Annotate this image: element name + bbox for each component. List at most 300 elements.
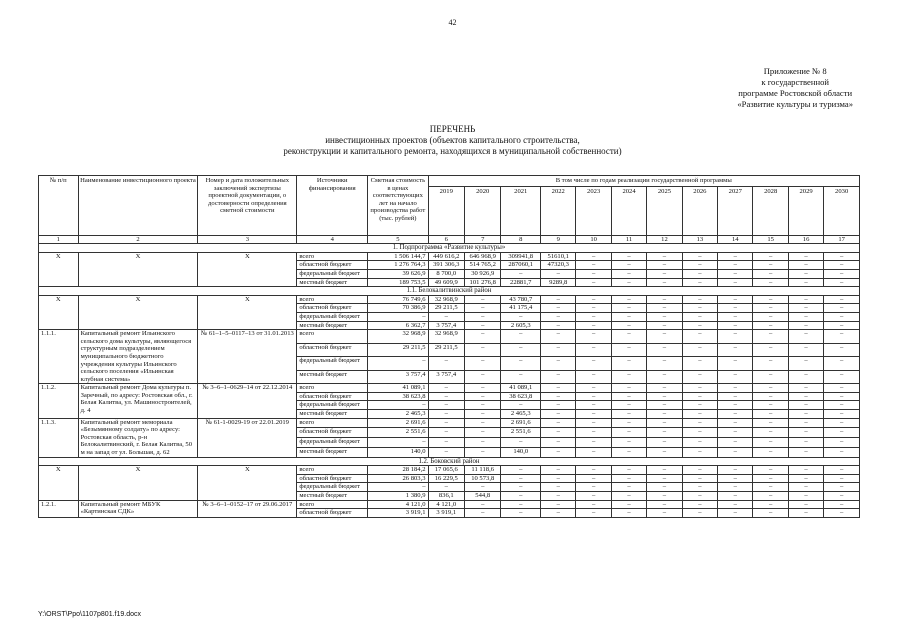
value-cell: – bbox=[647, 500, 682, 509]
funding-source: всего bbox=[297, 466, 368, 475]
value-cell: – bbox=[428, 438, 464, 448]
value-cell: 49 609,9 bbox=[428, 278, 464, 287]
value-cell: – bbox=[465, 428, 501, 438]
value-cell: – bbox=[428, 483, 464, 492]
value-cell: – bbox=[824, 447, 860, 457]
value-cell: – bbox=[611, 261, 646, 270]
value-cell: – bbox=[465, 509, 501, 518]
value-cell: – bbox=[788, 321, 823, 330]
header-year: 2027 bbox=[718, 186, 753, 235]
value-cell: – bbox=[465, 392, 501, 401]
value-cell: – bbox=[824, 252, 860, 261]
value-cell: – bbox=[501, 401, 541, 410]
value-cell: – bbox=[501, 500, 541, 509]
value-cell: – bbox=[753, 330, 788, 344]
value-cell: – bbox=[647, 509, 682, 518]
column-number: 8 bbox=[501, 235, 541, 244]
header-year: 2029 bbox=[788, 186, 823, 235]
value-cell: – bbox=[576, 278, 611, 287]
value-cell: 4 121,0 bbox=[368, 500, 428, 509]
value-cell: 11 118,6 bbox=[465, 466, 501, 475]
value-cell: – bbox=[682, 343, 717, 357]
value-cell: – bbox=[647, 269, 682, 278]
value-cell: – bbox=[753, 252, 788, 261]
column-number: 14 bbox=[718, 235, 753, 244]
value-cell: – bbox=[788, 304, 823, 313]
appendix-line: программе Ростовской области bbox=[738, 88, 853, 98]
value-cell: – bbox=[501, 330, 541, 344]
value-cell: 2 691,6 bbox=[368, 418, 428, 428]
value-cell: – bbox=[647, 321, 682, 330]
value-cell: – bbox=[682, 321, 717, 330]
value-cell: – bbox=[465, 357, 501, 371]
value-cell: – bbox=[428, 392, 464, 401]
value-cell: 140,0 bbox=[501, 447, 541, 457]
value-cell: – bbox=[824, 330, 860, 344]
value-cell: – bbox=[428, 410, 464, 419]
header-cost: Сметная стоимость в ценах соответствующих лет на начало производства работ (тыс. рублей) bbox=[368, 176, 428, 236]
expertise-info: Х bbox=[198, 295, 297, 329]
funding-source: федеральный бюджет bbox=[297, 312, 368, 321]
header-year: 2022 bbox=[541, 186, 576, 235]
expertise-info: Х bbox=[198, 252, 297, 286]
value-cell: – bbox=[753, 261, 788, 270]
value-cell: – bbox=[753, 500, 788, 509]
funding-source: федеральный бюджет bbox=[297, 357, 368, 371]
value-cell: – bbox=[682, 428, 717, 438]
funding-source: областной бюджет bbox=[297, 392, 368, 401]
title-line: ПЕРЕЧЕНЬ bbox=[429, 124, 476, 134]
value-cell: – bbox=[788, 428, 823, 438]
value-cell: – bbox=[753, 509, 788, 518]
value-cell: – bbox=[465, 500, 501, 509]
value-cell: – bbox=[647, 370, 682, 384]
funding-source: областной бюджет bbox=[297, 474, 368, 483]
project-name: Капитальный ремонт Дома культуры п. Заречный, по адресу: Ростовская обл., г. Белая Калитва, ул. Машиностроителей, д. 4 bbox=[78, 384, 198, 418]
value-cell: – bbox=[576, 392, 611, 401]
value-cell: 51610,1 bbox=[541, 252, 576, 261]
value-cell: – bbox=[682, 357, 717, 371]
funding-source: местный бюджет bbox=[297, 492, 368, 501]
value-cell: – bbox=[647, 312, 682, 321]
value-cell: 47320,3 bbox=[541, 261, 576, 270]
funding-source: всего bbox=[297, 330, 368, 344]
header-year: 2023 bbox=[576, 186, 611, 235]
value-cell: – bbox=[576, 295, 611, 304]
column-number: 6 bbox=[428, 235, 464, 244]
value-cell: – bbox=[824, 466, 860, 475]
value-cell: – bbox=[788, 500, 823, 509]
value-cell: – bbox=[576, 500, 611, 509]
project-name: Капитальный ремонт МБУК «Картинская СДК» bbox=[78, 500, 198, 517]
value-cell: – bbox=[501, 343, 541, 357]
value-cell: – bbox=[753, 321, 788, 330]
value-cell: – bbox=[611, 392, 646, 401]
value-cell: – bbox=[541, 509, 576, 518]
value-cell: – bbox=[611, 410, 646, 419]
funding-source: местный бюджет bbox=[297, 370, 368, 384]
investment-table bbox=[38, 175, 860, 518]
value-cell: – bbox=[501, 438, 541, 448]
value-cell: – bbox=[788, 312, 823, 321]
value-cell: – bbox=[611, 252, 646, 261]
value-cell: – bbox=[788, 343, 823, 357]
column-number: 9 bbox=[541, 235, 576, 244]
value-cell: – bbox=[428, 312, 464, 321]
table-row bbox=[39, 295, 860, 304]
value-cell: 544,8 bbox=[465, 492, 501, 501]
value-cell: – bbox=[824, 438, 860, 448]
value-cell: 16 229,5 bbox=[428, 474, 464, 483]
value-cell: – bbox=[788, 330, 823, 344]
value-cell: – bbox=[824, 410, 860, 419]
value-cell: – bbox=[824, 492, 860, 501]
value-cell: 32 968,9 bbox=[428, 330, 464, 344]
value-cell: – bbox=[753, 410, 788, 419]
value-cell: – bbox=[753, 401, 788, 410]
value-cell: – bbox=[611, 492, 646, 501]
value-cell: – bbox=[788, 438, 823, 448]
value-cell: – bbox=[576, 321, 611, 330]
value-cell: – bbox=[682, 392, 717, 401]
appendix-block bbox=[737, 66, 853, 110]
value-cell: 6 362,7 bbox=[368, 321, 428, 330]
value-cell: – bbox=[682, 261, 717, 270]
value-cell: – bbox=[718, 343, 753, 357]
project-name: Капитальный ремонт Ильинского сельского дома культуры, являющегося структурным подразделением муниципального бюджетного учреждения культуры Ильинского сельского поселения «Ильинская клубная система» bbox=[78, 330, 198, 384]
value-cell: – bbox=[576, 509, 611, 518]
column-number-row bbox=[39, 235, 860, 244]
value-cell: – bbox=[788, 370, 823, 384]
section-title: 1. Подпрограмма «Развитие культуры» bbox=[39, 244, 860, 253]
value-cell: – bbox=[647, 384, 682, 393]
funding-source: областной бюджет bbox=[297, 304, 368, 313]
value-cell: 101 276,8 bbox=[465, 278, 501, 287]
value-cell: – bbox=[788, 418, 823, 428]
value-cell: – bbox=[465, 483, 501, 492]
header-year: 2019 bbox=[428, 186, 464, 235]
value-cell: – bbox=[576, 410, 611, 419]
expertise-info: Х bbox=[198, 466, 297, 500]
value-cell: – bbox=[647, 466, 682, 475]
value-cell: 26 803,3 bbox=[368, 474, 428, 483]
value-cell: – bbox=[576, 343, 611, 357]
funding-source: всего bbox=[297, 252, 368, 261]
value-cell: – bbox=[824, 343, 860, 357]
value-cell: – bbox=[824, 304, 860, 313]
value-cell: – bbox=[647, 252, 682, 261]
value-cell: – bbox=[718, 321, 753, 330]
value-cell: – bbox=[718, 418, 753, 428]
value-cell: – bbox=[428, 447, 464, 457]
column-number: 3 bbox=[198, 235, 297, 244]
value-cell: 43 780,7 bbox=[501, 295, 541, 304]
value-cell: 836,1 bbox=[428, 492, 464, 501]
value-cell: – bbox=[611, 330, 646, 344]
value-cell: – bbox=[824, 357, 860, 371]
value-cell: – bbox=[824, 509, 860, 518]
value-cell: – bbox=[576, 304, 611, 313]
value-cell: – bbox=[611, 474, 646, 483]
value-cell: – bbox=[368, 401, 428, 410]
value-cell: – bbox=[576, 466, 611, 475]
value-cell: – bbox=[718, 474, 753, 483]
column-number: 17 bbox=[824, 235, 860, 244]
value-cell: – bbox=[718, 492, 753, 501]
funding-source: федеральный бюджет bbox=[297, 438, 368, 448]
value-cell: – bbox=[647, 474, 682, 483]
value-cell: – bbox=[682, 410, 717, 419]
funding-source: всего bbox=[297, 500, 368, 509]
value-cell: – bbox=[611, 304, 646, 313]
value-cell: – bbox=[576, 269, 611, 278]
value-cell: – bbox=[541, 384, 576, 393]
value-cell: – bbox=[611, 357, 646, 371]
value-cell: – bbox=[682, 500, 717, 509]
value-cell: 2 465,3 bbox=[368, 410, 428, 419]
value-cell: – bbox=[682, 466, 717, 475]
value-cell: 29 211,5 bbox=[368, 343, 428, 357]
value-cell: – bbox=[541, 466, 576, 475]
value-cell: – bbox=[824, 384, 860, 393]
value-cell: – bbox=[611, 500, 646, 509]
appendix-line: «Развитие культуры и туризма» bbox=[737, 99, 853, 109]
value-cell: – bbox=[824, 312, 860, 321]
section-row bbox=[39, 287, 860, 296]
value-cell: – bbox=[611, 269, 646, 278]
value-cell: 4 121,0 bbox=[428, 500, 464, 509]
value-cell: – bbox=[788, 252, 823, 261]
value-cell: 391 306,3 bbox=[428, 261, 464, 270]
value-cell: 22881,7 bbox=[501, 278, 541, 287]
value-cell: – bbox=[428, 428, 464, 438]
value-cell: – bbox=[541, 330, 576, 344]
value-cell: 32 968,9 bbox=[368, 330, 428, 344]
title-line: инвестиционных проектов (объектов капитального строительства, bbox=[325, 135, 580, 145]
value-cell: – bbox=[824, 261, 860, 270]
value-cell: – bbox=[718, 401, 753, 410]
value-cell: 3 757,4 bbox=[428, 370, 464, 384]
header-num: № п/п bbox=[39, 176, 79, 236]
value-cell: – bbox=[647, 418, 682, 428]
value-cell: 189 753,5 bbox=[368, 278, 428, 287]
value-cell: 3 757,4 bbox=[368, 370, 428, 384]
value-cell: – bbox=[753, 428, 788, 438]
value-cell: – bbox=[682, 509, 717, 518]
value-cell: – bbox=[576, 370, 611, 384]
column-number: 11 bbox=[611, 235, 646, 244]
value-cell: – bbox=[718, 509, 753, 518]
column-number: 12 bbox=[647, 235, 682, 244]
funding-source: местный бюджет bbox=[297, 447, 368, 457]
value-cell: – bbox=[788, 269, 823, 278]
value-cell: 1 276 764,3 bbox=[368, 261, 428, 270]
project-name: Х bbox=[78, 295, 198, 329]
value-cell: – bbox=[576, 401, 611, 410]
value-cell: 140,0 bbox=[368, 447, 428, 457]
header-expertise: Номер и дата положительных заключений экспертизы проектной документации, о достоверности определения сметной стоимости bbox=[198, 176, 297, 236]
table-row bbox=[39, 500, 860, 509]
value-cell: – bbox=[718, 357, 753, 371]
value-cell: 76 749,6 bbox=[368, 295, 428, 304]
value-cell: 646 968,9 bbox=[465, 252, 501, 261]
value-cell: – bbox=[824, 295, 860, 304]
value-cell: – bbox=[576, 357, 611, 371]
value-cell: – bbox=[465, 312, 501, 321]
value-cell: – bbox=[682, 278, 717, 287]
value-cell: – bbox=[501, 492, 541, 501]
value-cell: – bbox=[682, 370, 717, 384]
value-cell: – bbox=[465, 410, 501, 419]
project-number: Х bbox=[39, 466, 79, 500]
table-row bbox=[39, 384, 860, 393]
value-cell: – bbox=[718, 447, 753, 457]
value-cell: – bbox=[465, 304, 501, 313]
value-cell: – bbox=[611, 418, 646, 428]
value-cell: – bbox=[611, 384, 646, 393]
value-cell: – bbox=[541, 357, 576, 371]
value-cell: – bbox=[541, 269, 576, 278]
value-cell: – bbox=[753, 447, 788, 457]
value-cell: – bbox=[465, 438, 501, 448]
value-cell: – bbox=[647, 447, 682, 457]
expertise-info: № 61-1-0029-19 от 22.01.2019 bbox=[198, 418, 297, 457]
project-number: 1.1.2. bbox=[39, 384, 79, 418]
column-number: 16 bbox=[788, 235, 823, 244]
header-year: 2030 bbox=[824, 186, 860, 235]
value-cell: – bbox=[541, 321, 576, 330]
value-cell: – bbox=[824, 418, 860, 428]
value-cell: – bbox=[682, 401, 717, 410]
value-cell: – bbox=[647, 278, 682, 287]
value-cell: 3 919,1 bbox=[428, 509, 464, 518]
value-cell: – bbox=[718, 269, 753, 278]
value-cell: – bbox=[501, 269, 541, 278]
value-cell: – bbox=[753, 295, 788, 304]
expertise-info: № 61–1–5–0117–13 от 31.01.2013 bbox=[198, 330, 297, 384]
value-cell: – bbox=[753, 269, 788, 278]
value-cell: – bbox=[753, 312, 788, 321]
value-cell: – bbox=[824, 321, 860, 330]
value-cell: – bbox=[541, 500, 576, 509]
value-cell: – bbox=[541, 370, 576, 384]
value-cell: 41 175,4 bbox=[501, 304, 541, 313]
value-cell: – bbox=[718, 483, 753, 492]
value-cell: – bbox=[611, 438, 646, 448]
value-cell: – bbox=[718, 295, 753, 304]
column-number: 5 bbox=[368, 235, 428, 244]
value-cell: 41 089,1 bbox=[368, 384, 428, 393]
funding-source: всего bbox=[297, 384, 368, 393]
value-cell: – bbox=[611, 295, 646, 304]
value-cell: – bbox=[465, 447, 501, 457]
section-row bbox=[39, 244, 860, 253]
value-cell: – bbox=[788, 401, 823, 410]
value-cell: – bbox=[501, 483, 541, 492]
funding-source: областной бюджет bbox=[297, 428, 368, 438]
value-cell: – bbox=[682, 304, 717, 313]
value-cell: – bbox=[428, 357, 464, 371]
value-cell: – bbox=[682, 418, 717, 428]
project-number: 1.2.1. bbox=[39, 500, 79, 517]
value-cell: – bbox=[576, 447, 611, 457]
column-number: 15 bbox=[753, 235, 788, 244]
value-cell: – bbox=[718, 466, 753, 475]
value-cell: – bbox=[647, 483, 682, 492]
value-cell: – bbox=[611, 370, 646, 384]
value-cell: – bbox=[753, 343, 788, 357]
value-cell: – bbox=[682, 252, 717, 261]
value-cell: – bbox=[368, 312, 428, 321]
value-cell: – bbox=[576, 312, 611, 321]
section-title: 1.1. Белокалитвинский район bbox=[39, 287, 860, 296]
value-cell: 28 184,2 bbox=[368, 466, 428, 475]
value-cell: – bbox=[788, 509, 823, 518]
value-cell: – bbox=[788, 295, 823, 304]
value-cell: – bbox=[718, 304, 753, 313]
funding-source: федеральный бюджет bbox=[297, 269, 368, 278]
value-cell: – bbox=[718, 278, 753, 287]
value-cell: – bbox=[753, 370, 788, 384]
expertise-info: № 3–6–1–0629–14 от 22.12.2014 bbox=[198, 384, 297, 418]
value-cell: – bbox=[682, 474, 717, 483]
funding-source: местный бюджет bbox=[297, 321, 368, 330]
value-cell: – bbox=[541, 492, 576, 501]
value-cell: – bbox=[753, 466, 788, 475]
value-cell: – bbox=[788, 392, 823, 401]
value-cell: 70 386,9 bbox=[368, 304, 428, 313]
project-name: Х bbox=[78, 466, 198, 500]
value-cell: – bbox=[465, 418, 501, 428]
value-cell: 10 573,8 bbox=[465, 474, 501, 483]
value-cell: – bbox=[576, 330, 611, 344]
value-cell: – bbox=[682, 492, 717, 501]
value-cell: – bbox=[682, 384, 717, 393]
value-cell: – bbox=[682, 447, 717, 457]
value-cell: – bbox=[718, 312, 753, 321]
value-cell: – bbox=[541, 304, 576, 313]
investment-table-container bbox=[38, 175, 860, 603]
header-year: 2020 bbox=[465, 186, 501, 235]
table-row bbox=[39, 418, 860, 428]
value-cell: – bbox=[718, 410, 753, 419]
table-row bbox=[39, 252, 860, 261]
project-name: Х bbox=[78, 252, 198, 286]
value-cell: – bbox=[682, 330, 717, 344]
value-cell: – bbox=[647, 357, 682, 371]
project-number: Х bbox=[39, 295, 79, 329]
value-cell: – bbox=[611, 343, 646, 357]
value-cell: – bbox=[788, 474, 823, 483]
value-cell: – bbox=[824, 483, 860, 492]
value-cell: – bbox=[718, 500, 753, 509]
value-cell: – bbox=[788, 357, 823, 371]
value-cell: – bbox=[576, 438, 611, 448]
value-cell: 1 380,9 bbox=[368, 492, 428, 501]
value-cell: – bbox=[788, 261, 823, 270]
value-cell: – bbox=[647, 261, 682, 270]
funding-source: местный бюджет bbox=[297, 410, 368, 419]
value-cell: – bbox=[718, 384, 753, 393]
value-cell: – bbox=[647, 401, 682, 410]
value-cell: – bbox=[753, 483, 788, 492]
value-cell: 2 551,6 bbox=[368, 428, 428, 438]
value-cell: – bbox=[647, 410, 682, 419]
appendix-line: Приложение № 8 bbox=[763, 66, 827, 76]
value-cell: – bbox=[788, 466, 823, 475]
value-cell: – bbox=[465, 330, 501, 344]
footer-file-path: Y:\ORST\Ppo\1107p801.f19.docx bbox=[38, 611, 141, 618]
